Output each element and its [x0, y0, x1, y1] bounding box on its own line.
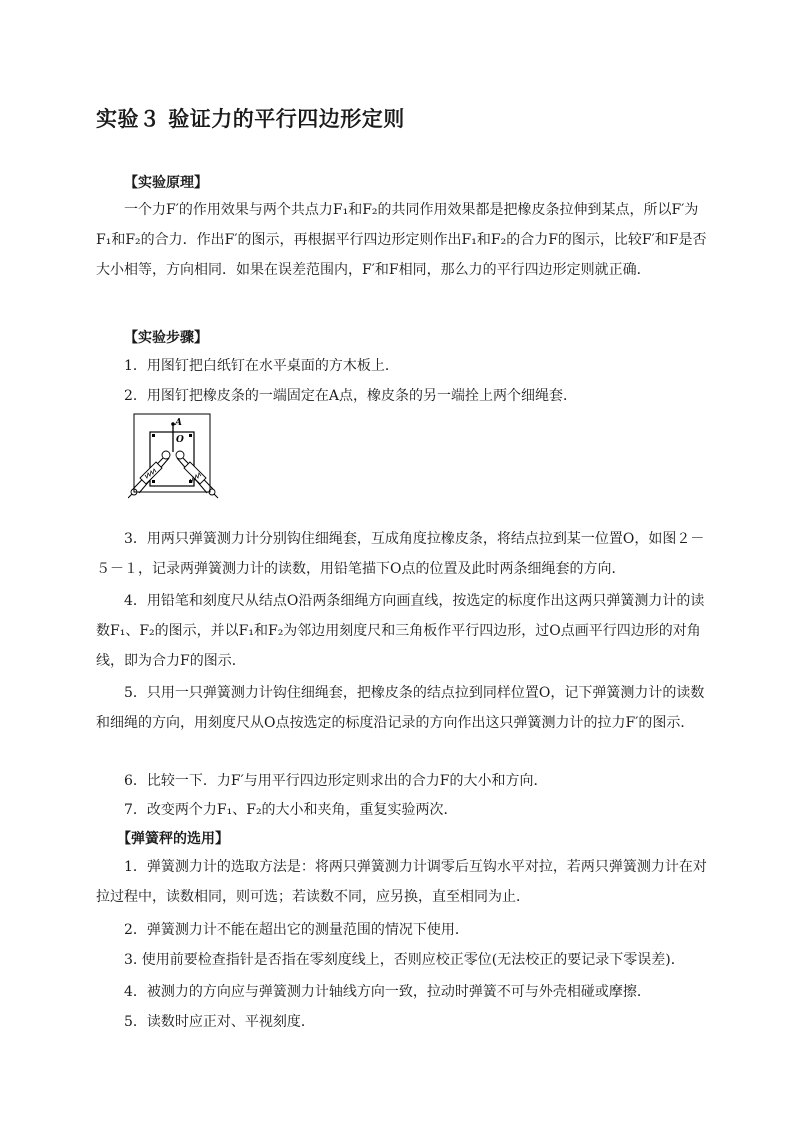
- spring-scale-left: [140, 462, 162, 484]
- selection-item-4: 4．被测力的方向应与弹簧测力计轴线方向一致，拉动时弹簧不可与外壳相碰或摩擦．: [124, 984, 651, 1000]
- pin-marker: [189, 434, 192, 437]
- string-loop-left: [162, 451, 170, 459]
- step-6: 6．比较一下．力F′与用平行四边形定则求出的合力F的大小和方向．: [124, 773, 548, 789]
- step-7: 7．改变两个力F₁、F₂的大小和夹角，重复实验两次．: [124, 802, 458, 818]
- steps-heading: 【实验步骤】: [124, 330, 208, 346]
- rubber-band-setup-figure: [128, 412, 222, 500]
- selection-item-3: 3. 使用前要检查指针是否指在零刻度线上，否则应校正零位(无法校正的要记录下零误差)．: [124, 952, 685, 968]
- selection-heading: 【弹簧秤的选用】: [117, 831, 229, 847]
- principle-heading: 【实验原理】: [124, 175, 208, 191]
- selection-item-1: 1．弹簧测力计的选取方法是：将两只弹簧测力计调零后互钩水平对拉，若两只弹簧测力计在对拉过程中，读数相同，则可选；若读数不同，应另换，直至相同为止．: [96, 859, 707, 905]
- label-o: O: [176, 435, 184, 445]
- selection-item-5: 5．读数时应正对、平视刻度．: [124, 1014, 315, 1030]
- step-3: 3．用两只弹簧测力计分别钩住细绳套，互成角度拉橡皮条，将结点拉到某一位置O，如图２－５－１，记录两弹簧测力计的读数，用铅笔描下O点的位置及此时两条细绳套的方向．: [96, 531, 705, 577]
- step-2: 2．用图钉把橡皮条的一端固定在A点，橡皮条的另一端拴上两个细绳套．: [124, 388, 578, 404]
- pull-line-left: [128, 494, 132, 498]
- pull-line-right: [214, 494, 218, 498]
- string-loop-right: [176, 451, 184, 459]
- step-4: 4．用铅笔和刻度尺从结点O沿两条细绳方向画直线，按选定的标度作出这两只弹簧测力计的读数F₁、F₂的图示，并以F₁和F₂为邻边用刻度尺和三角板作平行四边形，过O点画平行四边形的对角线，即为合力F的图示．: [96, 593, 705, 669]
- selection-item-2: 2．弹簧测力计不能在超出它的测量范围的情况下使用．: [124, 922, 469, 938]
- page-title: 实验３ 验证力的平行四边形定则: [96, 107, 405, 131]
- pin-marker: [152, 480, 155, 483]
- pin-marker: [152, 434, 155, 437]
- spring-scale-right: [184, 462, 206, 484]
- principle-paragraph: 一个力F′的作用效果与两个共点力F₁和F₂的共同作用效果都是把橡皮条拉伸到某点，所以F′为F₁和F₂的合力．作出F′的图示，再根据平行四边形定则作出F₁和F₂的合力F的图示，比较F′和F是否大小相等，方向相同．如果在误差范围内，F′和F相同，那么力的平行四边形定则就正确．: [96, 202, 707, 278]
- label-a: A: [175, 418, 182, 428]
- paper-sheet: [150, 432, 194, 486]
- step-5: 5．只用一只弹簧测力计钩住细绳套，把橡皮条的结点拉到同样位置O，记下弹簧测力计的读数和细绳的方向，用刻度尺从O点按选定的标度沿记录的方向作出这只弹簧测力计的拉力F′的图示．: [96, 685, 705, 731]
- step-1: 1．用图钉把白纸钉在水平桌面的方木板上．: [124, 358, 399, 374]
